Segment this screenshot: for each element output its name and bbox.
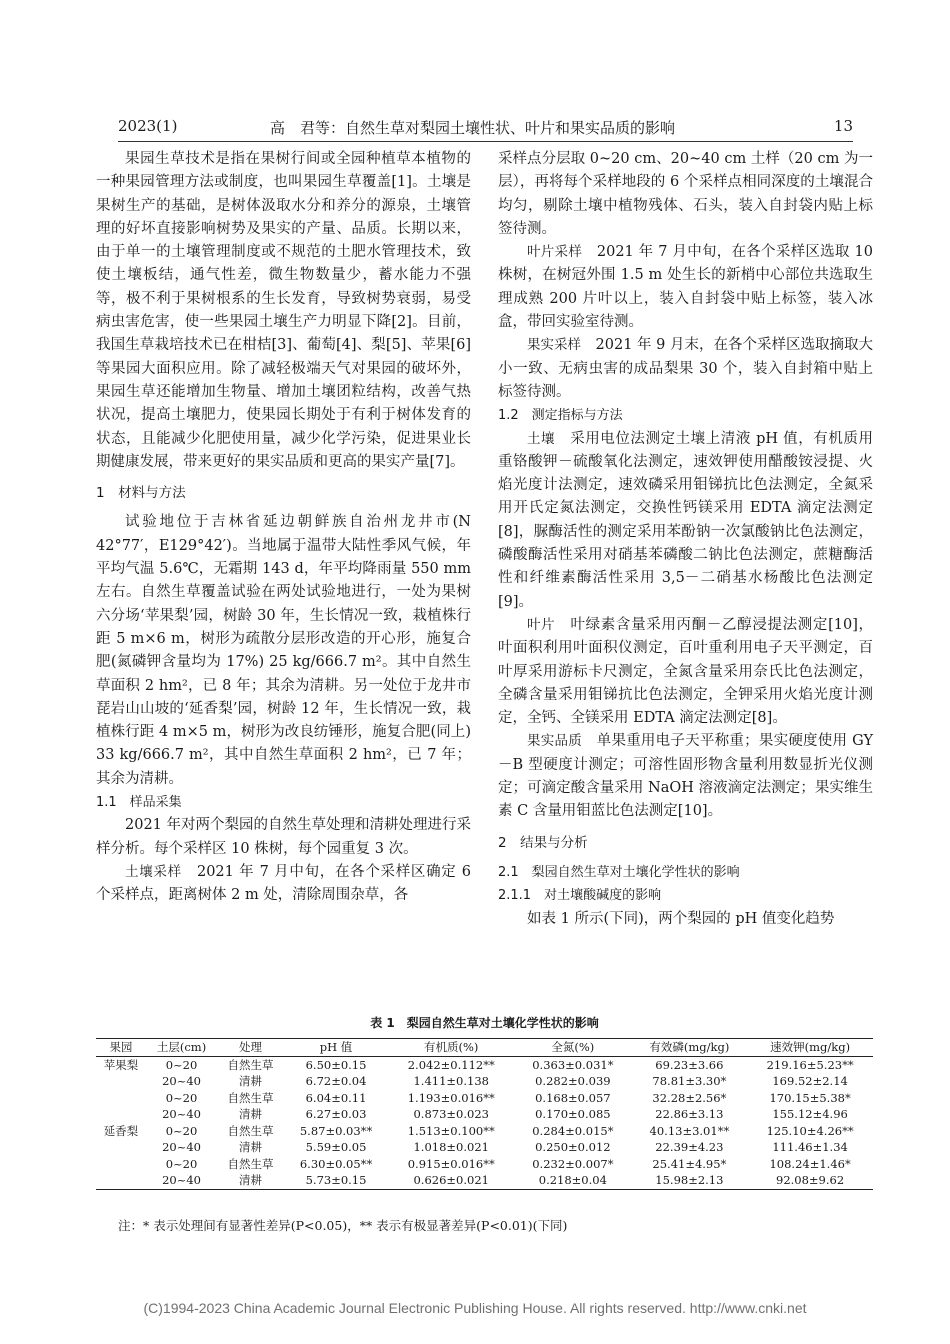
table-row: [96, 1139, 873, 1156]
leaf-sampling-paragraph: [498, 241, 873, 334]
cell-total-n: 0.250±0.012: [535, 1140, 611, 1155]
cell-available-p: 40.13±3.01**: [649, 1123, 730, 1138]
cell-orchard: [96, 1172, 146, 1189]
cell-layer: 0~20: [165, 1156, 198, 1171]
cell-ph: 6.04±0.11: [305, 1090, 367, 1105]
cell-layer: 20~40: [162, 1107, 201, 1122]
cell-available-k: 170.15±5.38*: [769, 1090, 851, 1105]
journal-issue: 2023(1): [118, 117, 178, 135]
cell-layer: 20~40: [162, 1074, 201, 1089]
subsection-heading-2-1-1: 2.1.1 对土壤酸碱度的影响: [498, 888, 662, 904]
soil-method-label: 土壤: [527, 430, 556, 447]
cell-organic-matter: 2.042±0.112**: [407, 1057, 495, 1072]
cell-layer: 0~20: [165, 1057, 198, 1072]
table-note: 注：* 表示处理间有显著性差异(P<0.05)，** 表示有极显著差异(P<0.01)(下同): [118, 1218, 568, 1233]
cell-organic-matter: 1.411±0.138: [413, 1074, 489, 1089]
cell-total-n: 0.168±0.057: [535, 1090, 611, 1105]
leaf-method-paragraph: [498, 614, 873, 730]
cell-orchard: [96, 1090, 146, 1107]
results-paragraph: 如表 1 所示(下同)，两个梨园的 pH 值变化趋势: [527, 910, 835, 927]
running-title: 高 君等：自然生草对梨园土壤性状、叶片和果实品质的影响: [270, 119, 676, 137]
cell-organic-matter: 0.873±0.023: [413, 1107, 489, 1122]
cell-available-k: 111.46±1.34: [772, 1140, 848, 1155]
col-header-layer: 土层(cm): [156, 1040, 207, 1055]
leaf-sampling-label: 叶片采样: [527, 244, 583, 261]
fruit-method-paragraph: [498, 730, 873, 823]
table-row: [96, 1156, 873, 1173]
fruit-sampling-paragraph: [498, 334, 873, 404]
cell-organic-matter: 1.018±0.021: [413, 1140, 489, 1155]
leaf-method-text: 叶绿素含量采用丙酮－乙醇浸提法测定[10]，叶面积利用叶面积仪测定，百叶重利用电子天平测定，百叶厚采用游标卡尺测定，全氮含量采用奈氏比色法测定，全磷含量采用钼锑抗比色法测定，全钾采用火焰光度计测定，全钙、全镁采用 EDTA 滴定法测定[8]。: [498, 616, 874, 727]
cell-available-k: 92.08±9.62: [776, 1173, 845, 1188]
fruit-sampling-label: 果实采样: [527, 337, 582, 354]
cell-layer: 20~40: [162, 1173, 201, 1188]
cell-total-n: 0.282±0.039: [535, 1074, 611, 1089]
cell-total-n: 0.218±0.04: [538, 1173, 607, 1188]
cell-treatment: 清耕: [238, 1173, 262, 1188]
cell-ph: 6.27±0.03: [305, 1107, 367, 1122]
table-row: [96, 1172, 873, 1189]
cell-available-p: 15.98±2.13: [655, 1173, 724, 1188]
cell-total-n: 0.170±0.085: [535, 1107, 611, 1122]
table-row: [96, 1056, 873, 1073]
soil-sampling-continued: 采样点分层取 0~20 cm、20~40 cm 土样（20 cm 为一层），再将每个采样地段的 6 个采样点相同深度的土壤混合均匀，剔除土壤中植物残体、石头，装入自封袋内贴上标签待测。: [498, 151, 873, 237]
cell-orchard: [96, 1106, 146, 1123]
cell-available-k: 219.16±5.23**: [766, 1057, 854, 1072]
cell-treatment: 自然生草: [227, 1057, 274, 1072]
cell-total-n: 0.363±0.031*: [532, 1057, 614, 1072]
right-column: [498, 148, 873, 931]
subsection-heading-sampling: 1.1 样品采集: [96, 795, 182, 811]
cell-treatment: 自然生草: [227, 1123, 274, 1138]
soil-method-text: 采用电位法测定土壤上清液 pH 值，有机质用重铬酸钾－硫酸氧化法测定，速效钾使用醋酸铵浸提、火焰光度计法测定，速效磷采用钼锑抗比色法测定，全氮采用开氏定氮法测定，交换性钙镁采用 EDTA 滴定法测定[8]，脲酶活性的测定采用苯酚钠一次氯酸钠比色法测定，磷酸酶活性采用对硝基苯磷酸二钠比色法测定，蔗糖酶活性和纤维素酶活性采用 3,5－二硝基水杨酸比色法测定[9]。: [498, 430, 873, 610]
cell-organic-matter: 1.513±0.100**: [407, 1123, 495, 1138]
soil-chemistry-table: [96, 1038, 873, 1190]
leaf-method-label: 叶片: [527, 616, 556, 633]
cell-available-p: 22.39±4.23: [655, 1140, 724, 1155]
soil-sampling-text: 2021 年 7 月中旬，在各个采样区确定 6 个采样点，距离树体 2 m 处，清除周围杂草，各: [96, 863, 472, 904]
cell-available-p: 32.28±2.56*: [652, 1090, 727, 1105]
subsection-heading-2-1: 2.1 梨园自然生草对土壤化学性状的影响: [498, 864, 740, 880]
copyright-footer: (C)1994-2023 China Academic Journal Electronic Publishing House. All rights reserved. http://www.cnki.net: [143, 1300, 807, 1316]
section-heading-methods: 1 材料与方法: [96, 485, 186, 502]
cell-orchard: [96, 1073, 146, 1090]
cell-layer: 20~40: [162, 1140, 201, 1155]
sampling-paragraph: 2021 年对两个梨园的自然生草处理和清耕处理进行采样分析。每个采样区 10 株树，每个园重复 3 次。: [96, 817, 472, 857]
cell-available-p: 78.81±3.30*: [652, 1074, 727, 1089]
col-header-available-k: 速效钾(mg/kg): [770, 1040, 851, 1055]
intro-paragraph: 果园生草技术是指在果树行间或全园种植草本植物的一种果园管理方法或制度，也叫果园生草覆盖[1]。土壤是果树生产的基础，是树体汲取水分和养分的源泉，土壤管理的好坏直接影响树势及果实的产量、品质。长期以来，由于单一的土壤管理制度或不规范的土肥水管理技术，致使土壤板结，通气性差，微生物数量少，蓄水能力不强等，极不利于果树根系的生长发育，导致树势衰弱，易受病虫害危害，使一些果园土壤生产力明显下降[2]。目前，我国生草栽培技术已在柑桔[3]、葡萄[4]、梨[5]、苹果[6]等果园大面积应用。除了减轻极端天气对果园的破坏外，果园生草还能增加生物量、增加土壤团粒结构，改善气热状况，提高土壤肥力，使果园长期处于有利于树体发育的状态，且能减少化肥使用量，减少化学污染，促进果业长期健康发展，带来更好的果实品质和更高的果实产量[7]。: [96, 151, 471, 470]
cell-treatment: 清耕: [238, 1140, 262, 1155]
cell-available-k: 125.10±4.26**: [766, 1123, 854, 1138]
section-heading-results: 2 结果与分析: [498, 834, 588, 851]
soil-sampling-paragraph: [96, 861, 471, 908]
cell-ph: 5.73±0.15: [305, 1173, 367, 1188]
fruit-method-text: 单果重用电子天平称重；果实硬度使用 GY－B 型硬度计测定；可溶性固形物含量利用数显折光仪测定；可滴定酸含量采用 NaOH 溶液滴定法测定；果实维生素 C 含量用钼蓝比色法测定[10]。: [498, 733, 874, 820]
table-row: [96, 1106, 873, 1123]
table-caption: 表 1 梨园自然生草对土壤化学性状的影响: [370, 1016, 599, 1030]
site-paragraph: 试验地位于吉林省延边朝鲜族自治州龙井市(N 42°77′，E129°42′)。当地属于温带大陆性季风气候，年平均气温 5.6℃，无霜期 143 d，年平均降雨量 550 mm 左右。自然生草覆盖试验在两处试验地进行，一处为果树六分场‘苹果梨’园，树龄 30 年，生长情况一致，栽植株行距 5 m×6 m，树形为疏散分层形改造的开心形，施复合肥(氮磷钾含量均为 17%) 25 kg/666.7 m²。其中自然生草面积 2 hm²，已 8 年；其余为清耕。另一处位于龙井市琵岩山山坡的‘延香梨’园，树龄 12 年，生长情况一致，栽植株行距 4 m×5 m，树形为改良纺锤形，施复合肥(同上) 33 kg/666.7 m²，其中自然生草面积 2 hm²，已 7 年；其余为清耕。: [96, 514, 471, 787]
cell-available-k: 169.52±2.14: [772, 1074, 848, 1089]
cell-layer: 0~20: [165, 1123, 198, 1138]
page-number: 13: [833, 117, 853, 135]
cell-organic-matter: 0.626±0.021: [413, 1173, 489, 1188]
cell-treatment: 自然生草: [227, 1090, 274, 1105]
cell-total-n: 0.232±0.007*: [532, 1156, 614, 1171]
left-column: [96, 148, 471, 908]
fruit-method-label: 果实品质: [527, 733, 582, 750]
cell-organic-matter: 0.915±0.016**: [407, 1156, 495, 1171]
table-row: [96, 1090, 873, 1107]
col-header-organic-matter: 有机质(%): [424, 1040, 479, 1055]
cell-available-p: 69.23±3.66: [655, 1057, 724, 1072]
cell-organic-matter: 1.193±0.016**: [407, 1090, 495, 1105]
table-row: [96, 1073, 873, 1090]
cell-treatment: 清耕: [238, 1074, 262, 1089]
cell-orchard: 苹果梨: [103, 1057, 139, 1072]
col-header-available-p: 有效磷(mg/kg): [649, 1040, 730, 1055]
cell-ph: 6.50±0.15: [305, 1057, 367, 1072]
cell-orchard: 延香梨: [103, 1123, 139, 1138]
cell-ph: 5.59±0.05: [305, 1140, 367, 1155]
cell-available-k: 108.24±1.46*: [769, 1156, 851, 1171]
col-header-orchard: 果园: [109, 1040, 133, 1055]
cell-available-p: 22.86±3.13: [655, 1107, 724, 1122]
cell-treatment: 清耕: [238, 1107, 262, 1122]
cell-ph: 6.30±0.05**: [299, 1156, 373, 1171]
table-1: [96, 1014, 873, 1190]
subsection-heading-measurement: 1.2 测定指标与方法: [498, 408, 623, 424]
running-header: [118, 117, 853, 139]
cell-available-p: 25.41±4.95*: [652, 1156, 727, 1171]
cell-available-k: 155.12±4.96: [772, 1107, 848, 1122]
cell-total-n: 0.284±0.015*: [532, 1123, 614, 1138]
cell-orchard: [96, 1156, 146, 1173]
leaf-sampling-text: 2021 年 7 月中旬，在各个采样区选取 10 株树，在树冠外围 1.5 m 处生长的新梢中心部位共选取生理成熟 200 片叶以上，装入自封袋中贴上标签，装入冰盒，带回实验室待测。: [498, 244, 874, 331]
col-header-ph: pH 值: [319, 1040, 353, 1055]
table-header-row: [96, 1039, 873, 1057]
table-row: [96, 1123, 873, 1140]
col-header-treatment: 处理: [238, 1040, 262, 1055]
cell-orchard: [96, 1139, 146, 1156]
cell-ph: 5.87±0.03**: [299, 1123, 373, 1138]
cell-layer: 0~20: [165, 1090, 198, 1105]
header-rule: [118, 141, 853, 142]
cell-treatment: 自然生草: [227, 1156, 274, 1171]
soil-method-paragraph: [498, 428, 873, 614]
cell-ph: 6.72±0.04: [305, 1074, 367, 1089]
col-header-total-n: 全氮(%): [551, 1040, 595, 1055]
fruit-sampling-text: 2021 年 9 月末，在各个采样区选取摘取大小一致、无病虫害的成品梨果 30 个，装入自封箱中贴上标签待测。: [498, 337, 874, 400]
soil-sampling-label: 土壤采样: [125, 863, 182, 880]
